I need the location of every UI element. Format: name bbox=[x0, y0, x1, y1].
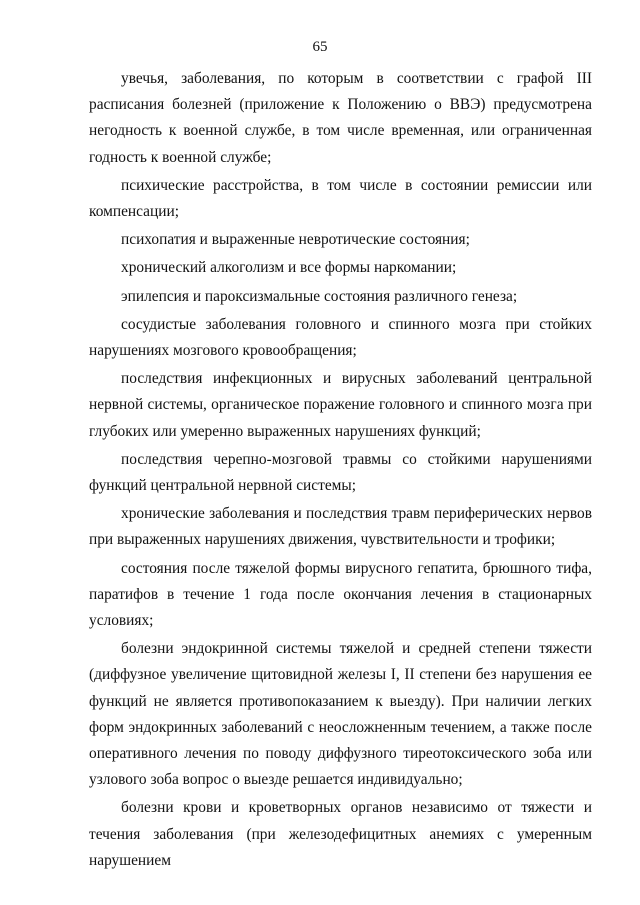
paragraph: хронические заболевания и последствия травм периферических нервов при выраженных нарушениях движения, чувствительности и трофики; bbox=[89, 505, 592, 549]
document-body bbox=[89, 66, 592, 876]
paragraph: увечья, заболевания, по которым в соответствии с графой III расписания болезней (приложение к Положению о ВВЭ) предусмотрена негодность к военной службе, в том числе временная, или ограниченная годность к военной службе; bbox=[89, 70, 592, 166]
paragraph: последствия черепно-мозговой травмы со стойкими нарушениями функций центральной нервной системы; bbox=[89, 450, 592, 495]
page-number: 65 bbox=[312, 39, 328, 55]
paragraph: последствия инфекционных и вирусных заболеваний центральной нервной системы, органическое поражение головного и спинного мозга при глубоких или умеренно выраженных нарушениях функций; bbox=[89, 370, 592, 440]
paragraph: болезни крови и кроветворных органов независимо от тяжести и течения заболевания (при железодефицитных анемиях с умеренным нарушением bbox=[89, 799, 592, 869]
paragraph: психопатия и выраженные невротические состояния; bbox=[121, 231, 470, 249]
paragraph: сосудистые заболевания головного и спинного мозга при стойких нарушениях мозгового кровообращения; bbox=[89, 315, 592, 360]
paragraph: эпилепсия и пароксизмальные состояния различного генеза; bbox=[121, 287, 518, 305]
paragraph: хронический алкоголизм и все формы наркомании; bbox=[121, 259, 457, 277]
paragraph: болезни эндокринной системы тяжелой и средней степени тяжести (диффузное увеличение щитовидной железы I, II степени без нарушения ее функций не является противопоказанием к выезду). При наличии легких форм эндокринных заболеваний с неосложненным течением, а также после оперативного лечения по поводу диффузного тиреотоксического зоба или узлового зоба вопрос о выезде решается индивидуально; bbox=[89, 640, 592, 789]
paragraph: состояния после тяжелой формы вирусного гепатита, брюшного тифа, паратифов в течение 1 года после окончания лечения в стационарных условиях; bbox=[89, 559, 592, 630]
paragraph: психические расстройства, в том числе в состоянии ремиссии или компенсации; bbox=[89, 176, 592, 221]
